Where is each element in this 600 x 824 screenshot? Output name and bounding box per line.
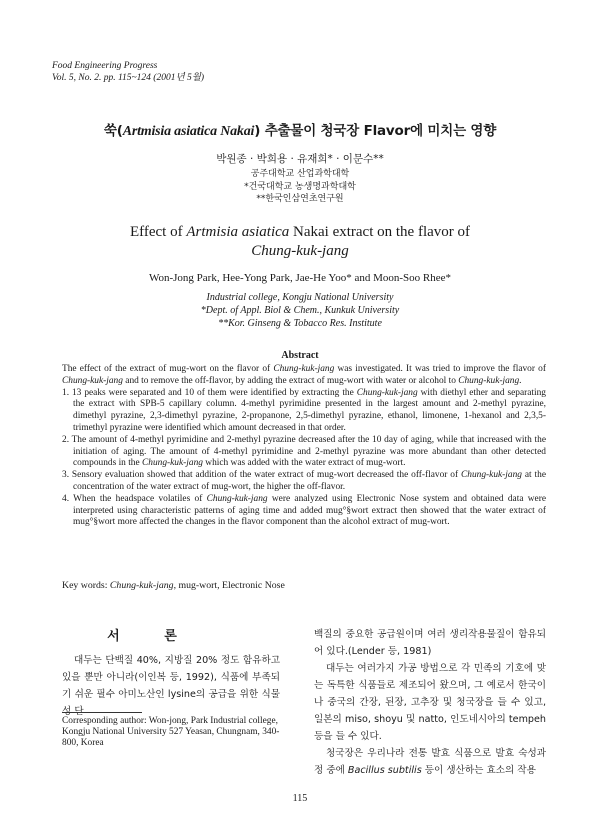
right-column-body bbox=[314, 626, 546, 779]
korean-title-pre: 쑥( bbox=[103, 123, 123, 139]
abstract-text: and to remove the off-flavor, by adding the extract of mug-wort with water or alcohol to bbox=[122, 375, 459, 386]
abstract-text: with diethyl ether and separating the extract with SPB-5 capillary column. 4-methyl pyrimidine presented in the largest amount and 2-methyl pyrazine, dimethyl pyrazine, 2,3-dimethyl pyrazine, 2-propanone, 2,5-dimethyl pyrazine, ethanol, limonene, 1-hexanol and 2,3,5-trimethyl pyrazine were identified which amount decreased in that order. bbox=[73, 387, 546, 433]
english-title-species: Artmisia asiatica bbox=[186, 224, 290, 240]
page-number: 115 bbox=[292, 793, 308, 804]
body-paragraph: 백질의 중요한 공급원이며 여러 생리작용물질이 함유되어 있다.(Lender 등, 1981) bbox=[314, 629, 546, 657]
abstract-finding-2 bbox=[62, 435, 546, 470]
korean-affiliation: **한국인삼연초연구원 bbox=[256, 194, 344, 204]
abstract-intro bbox=[62, 364, 546, 388]
english-authors: Won-Jong Park, Hee-Yong Park, Jae-He Yoo* and Moon-Soo Rhee* bbox=[148, 272, 451, 284]
english-title-text: Effect of bbox=[129, 224, 187, 240]
keywords-label: Key words: bbox=[62, 580, 110, 591]
abstract-text: 4. When the headspace volatiles of bbox=[62, 493, 207, 504]
korean-title-post: ) 추출물이 청국장 Flavor에 미치는 영향 bbox=[254, 123, 497, 139]
abstract-body bbox=[62, 364, 546, 529]
species-name: Bacillus subtilis bbox=[347, 765, 422, 776]
journal-name: Food Engineering Progress bbox=[52, 61, 158, 71]
english-title-line1 bbox=[0, 223, 600, 242]
body-text: 등이 생산하는 효소의 작용 bbox=[421, 765, 536, 776]
english-affiliation: **Kor. Ginseng & Tobacco Res. Institute bbox=[218, 318, 382, 329]
abstract-text: which was added with the water extract of mug-wort. bbox=[202, 458, 406, 469]
corresponding-author-footnote: Corresponding author: Won-jong, Park Industrial college, Kongju National University 527 Yeasan, Chungnam, 340-800, Korea bbox=[62, 716, 280, 749]
abstract-term: Chung-kuk-jang bbox=[458, 375, 520, 386]
korean-affiliations bbox=[0, 168, 600, 206]
body-paragraph: 대두는 여러가지 가공 방법으로 각 민족의 기호에 맞는 독특한 식품들로 제조되어 왔으며, 그 예로서 한국이나 중국의 간장, 된장, 고추장 및 청국장을 들 수 있고, 일본의 miso, shoyu 및 natto, 인도네시아의 tempeh 등을 들 수 있다. bbox=[314, 663, 546, 742]
body-text: 청국장은 우리나라 전통 발효 식품으로 발효 숙성과정 중에 bbox=[314, 748, 546, 776]
abstract-term: Chung-kuk-jang bbox=[62, 375, 123, 386]
english-title bbox=[0, 223, 600, 261]
abstract-term: Chung-kuk-jang bbox=[273, 364, 335, 374]
abstract-finding-4 bbox=[62, 494, 546, 529]
english-affiliation: *Dept. of Appl. Biol & Chem., Kunkuk University bbox=[200, 305, 400, 316]
body-paragraph bbox=[314, 745, 546, 779]
english-title-text: Nakai extract on the flavor of bbox=[289, 224, 471, 240]
abstract-text: The effect of the extract of mug-wort on the flavor of bbox=[62, 364, 274, 374]
abstract-text: was investigated. It was tried to improve the flavor of bbox=[334, 364, 546, 374]
korean-title bbox=[0, 119, 600, 140]
korean-title-species: Artmisia asiatica Nakai bbox=[122, 124, 255, 139]
journal-volume: Vol. 5, No. 2. pp. 115~124 (2001년 5월) bbox=[52, 73, 205, 83]
abstract-text: were analyzed using Electronic Nose system and obtained data were interpreted using characteristic patterns of aging time and added mug°§wort extract then showed that the water extract of mug°§wort more affected the changes in the flavor component than the alcohol extract of mug-wort. bbox=[73, 493, 546, 528]
abstract-term: Chung-kuk-jang bbox=[142, 458, 203, 469]
abstract-text: 3. Sensory evaluation showed that addition of the water extract of mug-wort decreased the off-flavor of bbox=[62, 470, 462, 481]
abstract-text: at the concentration of the water extract of mug-wort, the higher the off-flavor. bbox=[73, 470, 546, 492]
keyword: Chung-kuk-jang bbox=[109, 580, 174, 591]
korean-authors: 박원종 · 박희용 · 유재희* · 이문수** bbox=[216, 153, 384, 165]
abstract-term: Chung-kuk-jang bbox=[356, 387, 418, 398]
english-title-line2: Chung-kuk-jang bbox=[251, 243, 349, 259]
abstract-heading: Abstract bbox=[281, 350, 319, 361]
abstract-findings-list bbox=[62, 388, 546, 530]
body-paragraph: 대두는 단백질 40%, 지방질 20% 정도 함유하고 있을 뿐만 아니라(이인복 등, 1992), 식품에 부족되기 쉬운 필수 아미노산인 lysine의 공급을 위한 식물성 단 bbox=[62, 655, 280, 717]
introduction-heading: 서 론 bbox=[107, 629, 197, 644]
left-column-body bbox=[62, 652, 280, 720]
korean-affiliation: 공주대학교 산업과학대학 bbox=[250, 169, 350, 179]
abstract-text: 1. 13 peaks were separated and 10 of them were identified by extracting the bbox=[62, 387, 357, 398]
footnote-divider bbox=[62, 712, 142, 713]
abstract-finding-1 bbox=[62, 388, 546, 435]
keywords-rest: , mug-wort, Electronic Nose bbox=[173, 580, 285, 591]
korean-affiliation: *건국대학교 농생명과학대학 bbox=[244, 181, 356, 192]
english-affiliation: Industrial college, Kongju National University bbox=[206, 292, 394, 303]
abstract-text: 2. The amount of 4-methyl pyrimidine and 2-methyl pyrazine decreased after the 10 day of aging, while that increased with the initiation of aging. The amount of 4-methyl pyrimidine and 2-methyl pyrazine was more abundant than other detected compounds in the bbox=[62, 434, 546, 469]
abstract-text: . bbox=[519, 375, 522, 386]
abstract-term: Chung-kuk-jang bbox=[206, 493, 268, 504]
journal-header bbox=[52, 60, 204, 84]
abstract-finding-3 bbox=[62, 470, 546, 494]
keywords bbox=[62, 580, 285, 591]
english-affiliations bbox=[0, 291, 600, 330]
abstract-term: Chung-kuk-jang bbox=[461, 470, 522, 481]
